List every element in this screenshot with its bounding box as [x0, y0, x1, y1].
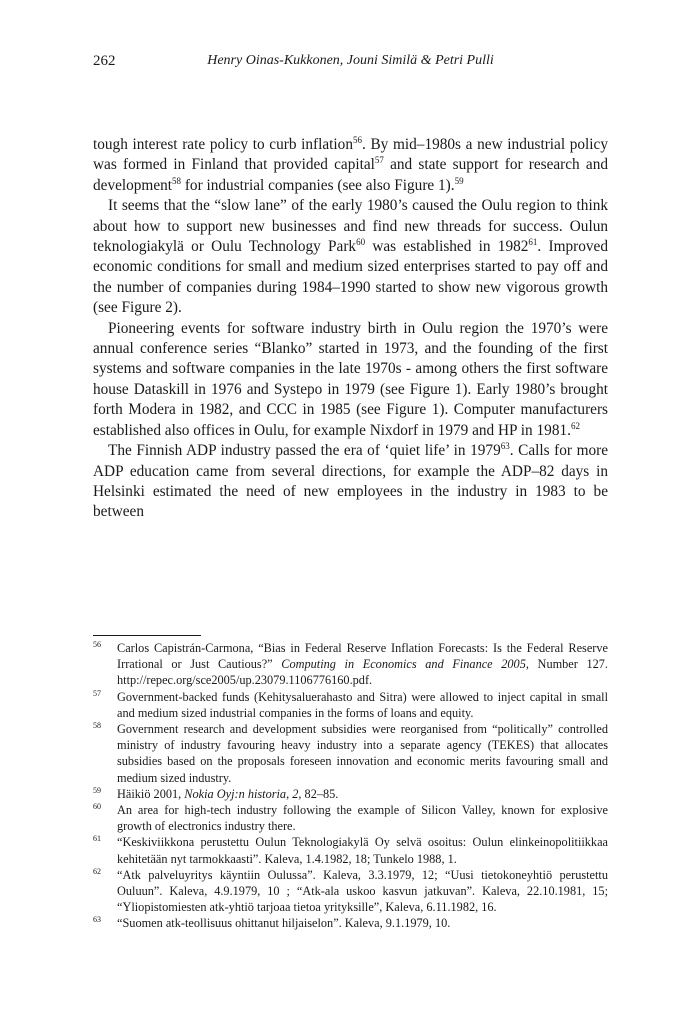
footnote-number: 61	[93, 834, 101, 844]
footnote-text	[117, 867, 608, 916]
footnote-number: 56	[93, 640, 101, 649]
footnote-ref[interactable]: 61	[528, 237, 538, 248]
footnote-text	[117, 802, 608, 834]
page-header	[93, 53, 608, 73]
body-text	[93, 135, 608, 523]
text-run: 82–85.	[301, 786, 339, 801]
paragraph	[93, 441, 608, 523]
footnote-text	[117, 640, 608, 689]
footnote-ref[interactable]: 60	[356, 237, 366, 248]
paragraph	[93, 135, 608, 196]
footnote-text	[117, 689, 608, 721]
footnote	[93, 640, 608, 689]
footnote-ref[interactable]: 58	[172, 175, 182, 186]
footnote	[93, 915, 608, 931]
footnote-number: 62	[93, 866, 101, 876]
running-head: Henry Oinas-Kukkonen, Jouni Similä & Petri Pulli	[207, 53, 494, 68]
paragraph	[93, 196, 608, 318]
text-run: Carlos Capistrán-Carmona, “Bias in Federal Reserve Inflation Forecasts: Is the Federal Reserve Irrational or Just Cautious?”	[117, 641, 608, 672]
footnote	[93, 802, 608, 834]
footnote-ref[interactable]: 63	[500, 441, 510, 452]
footnote	[93, 689, 608, 721]
footnote-ref[interactable]: 56	[352, 135, 362, 145]
footnote-number: 63	[93, 915, 101, 925]
footnote-number: 58	[93, 721, 101, 731]
footnote-text	[117, 834, 608, 866]
text-run: for industrial companies (see also Figure 1).	[181, 176, 455, 194]
footnote	[93, 867, 608, 916]
text-run: “Suomen atk-teollisuus ohittanut hiljaiselon”. Kaleva, 9.1.1979, 10.	[117, 916, 451, 931]
text-run: It seems that the “slow lane” of the early 1980’s caused the Oulu region to think about how to support new businesses and find new threads for success. Oulun teknologiakylä or Oulu Technology Park	[93, 197, 608, 256]
italic-text: Nokia Oyj:n historia, 2,	[184, 786, 302, 801]
footnote-separator	[93, 635, 201, 636]
footnote	[93, 834, 608, 866]
footnote-ref[interactable]: 57	[374, 155, 384, 166]
text-run: “Keskiviikkona perustettu Oulun Teknologiakylä Oy selvä osoitus: Oulun elinkeinopolitiikkaa kehitetään nyt tarmokkaasti”. Kaleva, 1.4.1982, 18; Tunkelo 1988, 1.	[117, 835, 608, 866]
footnote-text	[117, 915, 608, 931]
footnote-number: 57	[93, 688, 101, 698]
text-run: Number 127. http://repec.org/sce2005/up.23079.1106776160.pdf.	[117, 657, 608, 688]
footnote-text	[117, 721, 608, 786]
text-run: Government research and development subsidies were reorganised from “politically” controlled ministry of industry favouring heavy industry into a separate agency (TEKES) that allocates subsidies based on the proposals foreseen innovation and economic merits favouring small and medium sized industry.	[117, 722, 608, 785]
footnote-number: 60	[93, 802, 101, 812]
footnote-ref[interactable]: 59	[454, 175, 464, 186]
footnote-number: 59	[93, 785, 101, 795]
footnote-ref[interactable]: 62	[570, 420, 580, 431]
text-run: “Atk palveluyritys käyntiin Oulussa”. Kaleva, 3.3.1979, 12; “Uusi tietokoneyhtiö perustettu Ouluun”. Kaleva, 4.9.1979, 10 ; “Atk-ala uskoo kasvun jatkuvan”. Kaleva, 22.10.1981, 15; “Yliopistomiesten atk-yhtiö tarjoaa tietoa yrityksille”, Kaleva, 6.11.1982, 16.	[117, 867, 608, 915]
footnote	[93, 786, 608, 802]
text-run: was established in 1982	[365, 238, 529, 256]
text-run: The Finnish ADP industry passed the era of ‘quiet life’ in 1979	[108, 442, 501, 460]
text-run: Government-backed funds (Kehitysaluerahasto and Sitra) were allowed to inject capital in small and medium sized industrial companies in the forms of loans and equity.	[117, 689, 608, 720]
text-run: Pioneering events for software industry birth in Oulu region the 1970’s were annual conference series “Blanko” started in 1973, and the founding of the first systems and software companies in the late 1970s - among others the first software house Dataskill in 1976 and Systepo in 1979 (see Figure 1). Early 1980’s brought forth Modera in 1982, and CCC in 1985 (see Figure 1). Computer manufacturers established also offices in Oulu, for example Nixdorf in 1979 and HP in 1981.	[93, 319, 608, 439]
text-run: An area for high-tech industry following the example of Silicon Valley, known for explosive growth of electronics industry there.	[117, 803, 608, 834]
text-run: . Calls for more ADP education came from several directions, for example the ADP–82 days in Helsinki estimated the need of new employees in the industry in 1983 to be between	[93, 442, 608, 521]
page-number: 262	[93, 53, 116, 69]
text-run: and state support for research and development	[93, 156, 608, 194]
text-run: . Improved economic conditions for small and medium sized enterprises started to pay off and the number of companies during 1984–1990 started to show new vigorous growth (see Figure 2).	[93, 238, 608, 317]
footnotes	[93, 640, 608, 932]
italic-text: Computing in Economics and Finance 2005,	[281, 657, 529, 672]
paragraph	[93, 319, 608, 441]
text-run: tough interest rate policy to curb inflation	[93, 136, 353, 153]
footnote-text	[117, 786, 608, 802]
text-run: . By mid–1980s a new industrial policy was formed in Finland that provided capital	[93, 136, 608, 174]
footnote	[93, 721, 608, 786]
text-run: Häikiö 2001,	[117, 786, 185, 801]
